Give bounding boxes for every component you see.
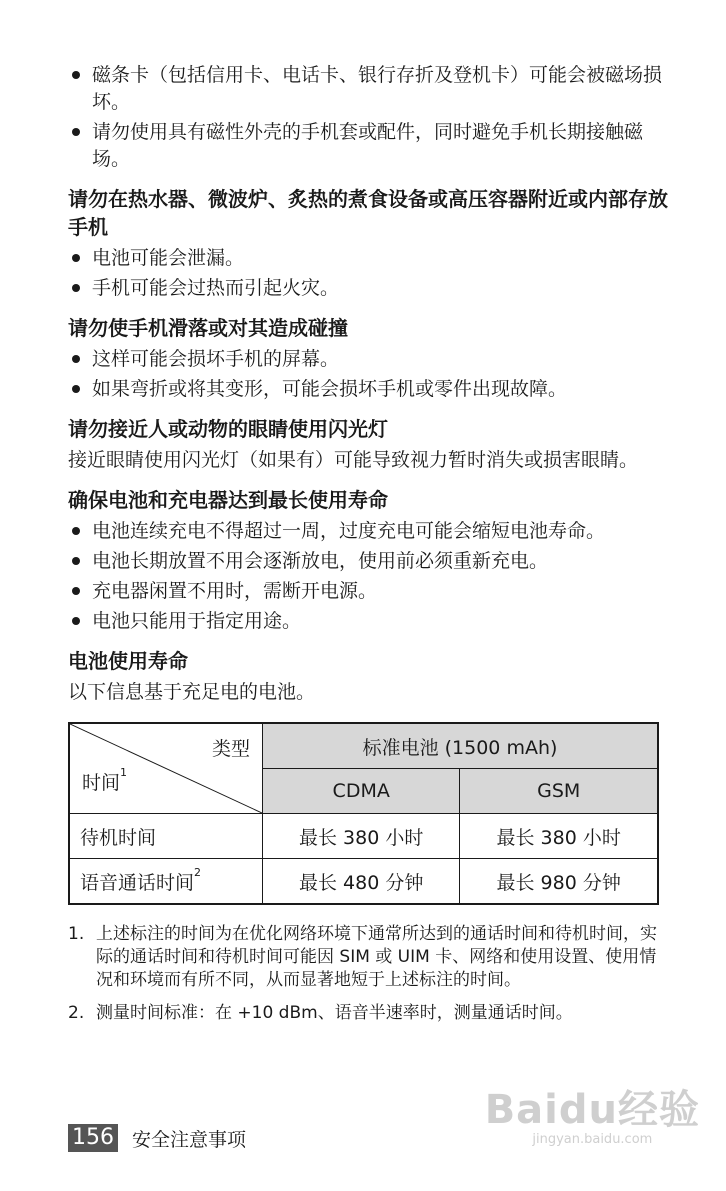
list-item: 电池连续充电不得超过一周，过度充电可能会缩短电池寿命。 [68, 518, 668, 545]
watermark-url: jingyan.baidu.com [532, 1132, 653, 1147]
table-row [69, 859, 658, 905]
manual-page [68, 62, 668, 1035]
list-item: 磁条卡（包括信用卡、电话卡、银行存折及登机卡）可能会被磁场损坏。 [68, 62, 668, 116]
watermark [485, 1088, 700, 1147]
footnote-list [68, 923, 668, 1025]
footnote-text: 测量时间标准：在 +10 dBm、语音半速率时，测量通话时间。 [96, 1003, 573, 1023]
list-item: 如果弯折或将其变形，可能会损坏手机或零件出现故障。 [68, 376, 668, 403]
section-heading: 确保电池和充电器达到最长使用寿命 [68, 488, 388, 512]
list-item: 手机可能会过热而引起火灾。 [68, 275, 668, 302]
table-cell: 最长 380 小时 [263, 814, 460, 859]
table-cell: 最长 980 分钟 [460, 859, 658, 905]
bullet-list [68, 245, 668, 302]
footnote [68, 1002, 668, 1025]
footnote-ref: 2 [194, 865, 202, 879]
table-cell: 最长 480 分钟 [263, 859, 460, 905]
table-row-label: 语音通话时间$^2$ [69, 859, 263, 905]
corner-time-label: 时间$^1$ [82, 766, 128, 794]
bullet-list [68, 346, 668, 403]
list-item: 这样可能会损坏手机的屏幕。 [68, 346, 668, 373]
list-item: 充电器闲置不用时，需断开电源。 [68, 578, 668, 605]
table-corner-cell [69, 723, 263, 814]
section-heading: 请勿接近人或动物的眼睛使用闪光灯 [68, 417, 388, 441]
footnote [68, 923, 668, 992]
list-item: 请勿使用具有磁性外壳的手机套或配件，同时避免手机长期接触磁场。 [68, 119, 668, 173]
section-paragraph: 接近眼睛使用闪光灯（如果有）可能导致视力暂时消失或损害眼睛。 [68, 449, 639, 471]
intro-bullet-list [68, 62, 668, 173]
table-column-header: CDMA [263, 769, 460, 814]
watermark-logo: Baidu经验 [484, 1087, 700, 1133]
footnote-ref: 1 [120, 766, 128, 779]
footnote-number: 2. [68, 1003, 85, 1023]
list-item: 电池只能用于指定用途。 [68, 608, 668, 635]
bullet-list [68, 518, 668, 635]
section-heading: 电池使用寿命 [68, 649, 188, 673]
section-heading: 请勿在热水器、微波炉、炙热的煮食设备或高压容器附近或内部存放手机 [68, 187, 668, 239]
list-item: 电池可能会泄漏。 [68, 245, 668, 272]
footnote-number: 1. [68, 924, 85, 944]
corner-type-label: 类型 [211, 738, 250, 760]
list-item: 电池长期放置不用会逐渐放电，使用前必须重新充电。 [68, 548, 668, 575]
table-column-header: GSM [460, 769, 658, 814]
table-group-header: 标准电池 (1500 mAh) [263, 723, 659, 769]
table-row-label: 待机时间 [69, 814, 263, 859]
section-paragraph: 以下信息基于充足电的电池。 [68, 681, 316, 703]
table-row [69, 814, 658, 859]
battery-life-table [68, 722, 659, 905]
table-cell: 最长 380 小时 [460, 814, 658, 859]
section-heading: 请勿使手机滑落或对其造成碰撞 [68, 316, 348, 340]
page-number: 156 [68, 1124, 118, 1152]
page-footer [68, 1124, 246, 1152]
footer-title: 安全注意事项 [132, 1128, 247, 1151]
footnote-text: 上述标注的时间为在优化网络环境下通常所达到的通话时间和待机时间，实际的通话时间和待机时间可能因 SIM 或 UIM 卡、网络和使用设置、使用情况和环境而有所不同，从而显著地短于上述标注的时间。 [96, 924, 657, 990]
